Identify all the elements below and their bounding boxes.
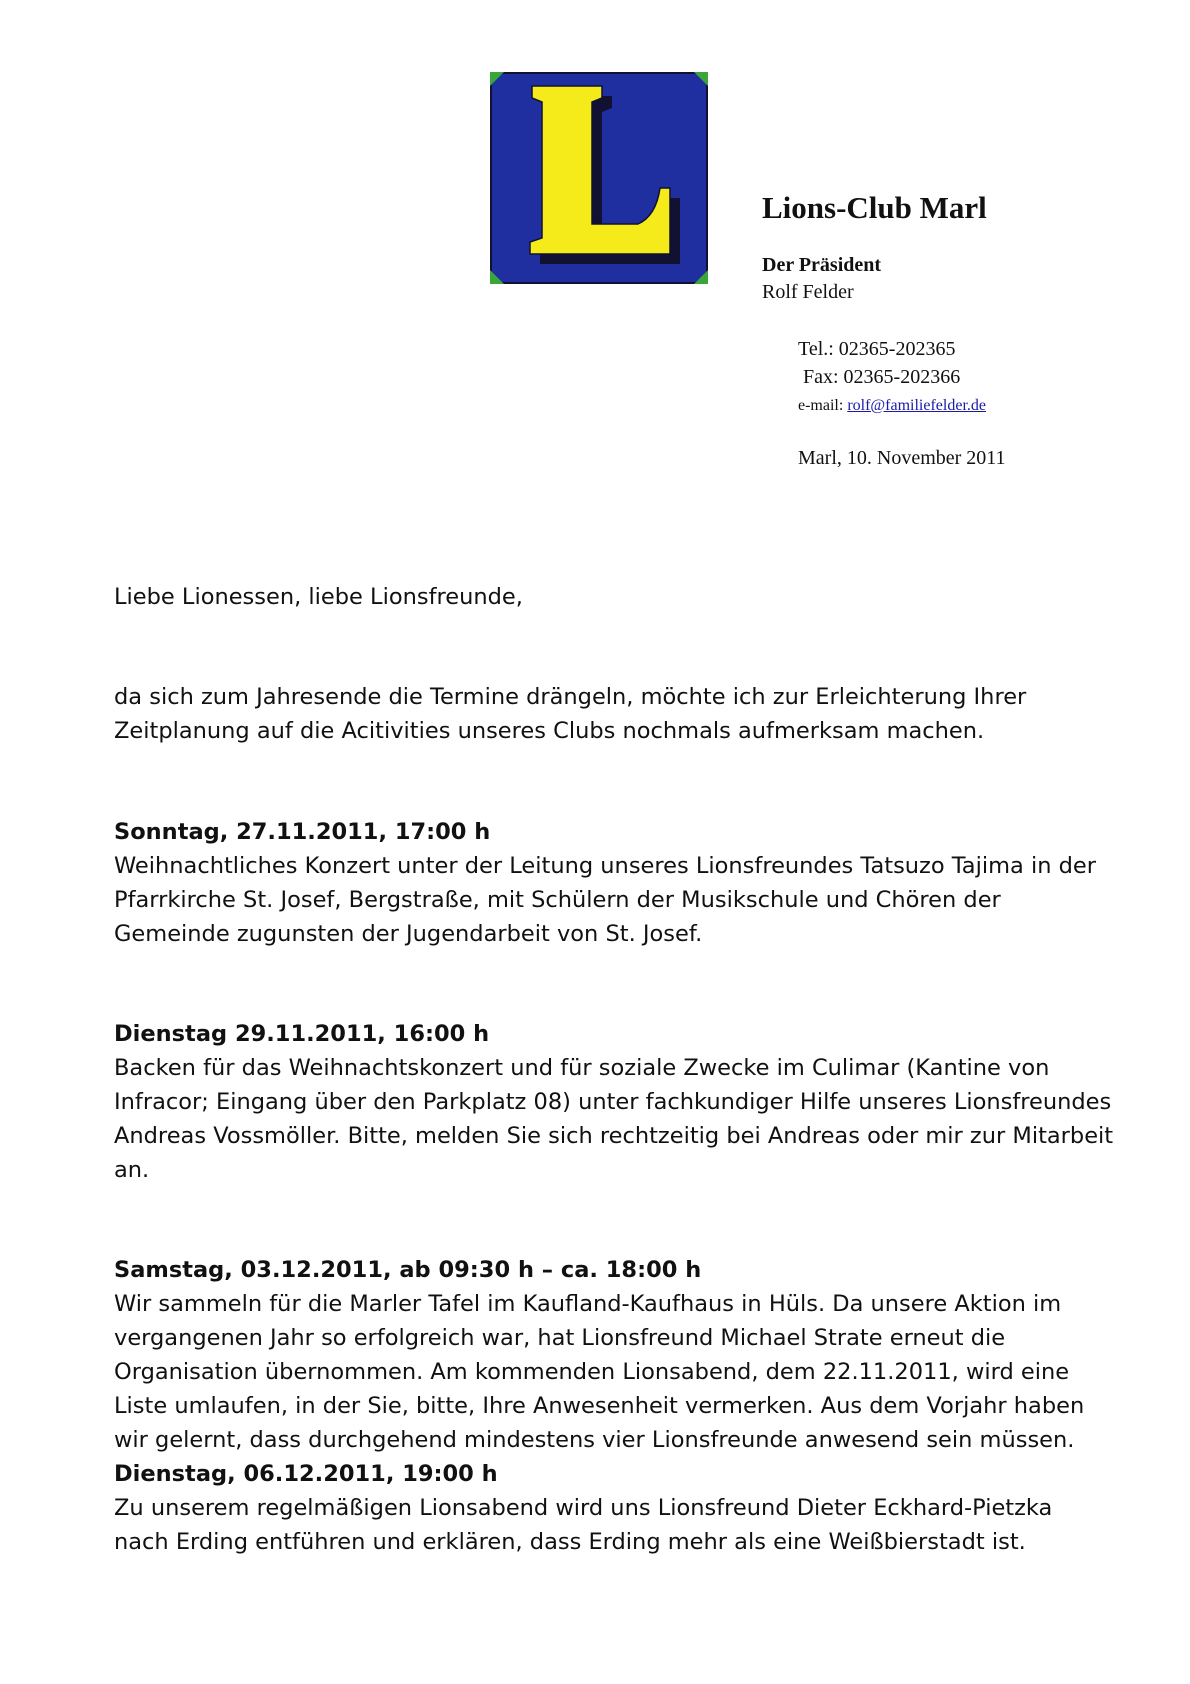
event-heading: Sonntag, 27.11.2011, 17:00 h (114, 819, 491, 845)
event-heading: Dienstag 29.11.2011, 16:00 h (114, 1021, 490, 1047)
letterhead (762, 190, 1162, 303)
event-item (114, 815, 1114, 951)
event-item (114, 1017, 1114, 1187)
event-text: Backen für das Weihnachtskonzert und für soziale Zwecke im Culimar (Kantine von Infracor; Eingang über den Parkplatz 08) unter fachkundiger Hilfe unseres Lionsfreundes Andreas Vossmöller. Bitte, melden Sie sich rechtzeitig bei Andreas oder mir zur Mitarbeit an. (114, 1055, 1114, 1183)
event-heading: Samstag, 03.12.2011, ab 09:30 h – ca. 18:00 h (114, 1257, 702, 1283)
email-label: e-mail: (798, 397, 848, 414)
email-link[interactable]: rolf@familiefelder.de (847, 397, 986, 414)
event-text: Wir sammeln für die Marler Tafel im Kaufland-Kaufhaus in Hüls. Da unsere Aktion im vergangenen Jahr so erfolgreich war, hat Lionsfreund Michael Strate erneut die Organisation übernommen. Am kommenden Lionsabend, dem 22.11.2011, wird eine Liste umlaufen, in der Sie, bitte, Ihre Anwesenheit vermerken. Aus dem Vorjahr haben wir gelernt, dass durchgehend mindestens vier Lionsfreunde anwesend sein müssen. (114, 1291, 1085, 1453)
salutation: Liebe Lionessen, liebe Lionsfreunde, (114, 584, 523, 610)
email-line (798, 397, 986, 415)
event-item (114, 1253, 1114, 1559)
event-text: Zu unserem regelmäßigen Lionsabend wird uns Lionsfreund Dieter Eckhard-Pietzka nach Erding entführen und erklären, dass Erding mehr als eine Weißbierstadt ist. (114, 1495, 1053, 1555)
fax: Fax: 02365-202366 (803, 366, 961, 388)
letter-date: Marl, 10. November 2011 (798, 447, 1006, 469)
intro-paragraph: da sich zum Jahresende die Termine drängeln, möchte ich zur Erleichterung Ihrer Zeitplanung auf die Acitivities unseres Clubs nochmals aufmerksam machen. (114, 684, 1027, 744)
president-name: Rolf Felder (762, 281, 854, 303)
president-role: Der Präsident (762, 254, 882, 276)
event-heading: Dienstag, 06.12.2011, 19:00 h (114, 1461, 498, 1487)
telephone: Tel.: 02365-202365 (798, 338, 956, 360)
event-text: Weihnachtliches Konzert unter der Leitung unseres Lionsfreundes Tatsuzo Tajima in der Pfarrkirche St. Josef, Bergstraße, mit Schülern der Musikschule und Chören der Gemeinde zugunsten der Jugendarbeit von St. Josef. (114, 853, 1096, 947)
club-name: Lions-Club Marl (762, 190, 987, 225)
lions-club-logo (490, 72, 708, 284)
